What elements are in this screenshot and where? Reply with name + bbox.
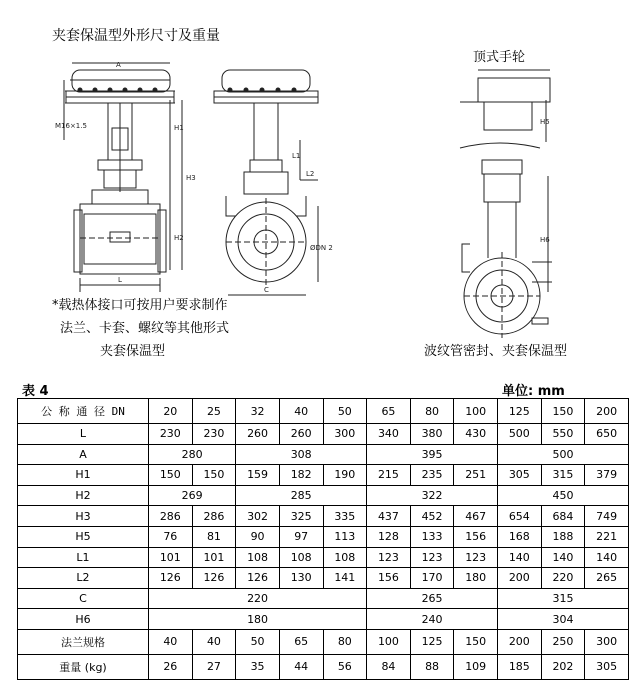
row-label: H2 — [18, 485, 149, 506]
row-label: H5 — [18, 526, 149, 547]
table-cell: 156 — [367, 568, 411, 589]
table-cell: 305 — [498, 465, 542, 486]
table-cell: 150 — [454, 629, 498, 654]
table-cell: 500 — [498, 444, 629, 465]
table-cell: 56 — [323, 654, 367, 679]
table-cell: 286 — [192, 506, 236, 527]
table-cell: 140 — [541, 547, 585, 568]
table-cell: 251 — [454, 465, 498, 486]
table-row — [18, 526, 629, 547]
dn-header-cell: 65 — [367, 399, 411, 424]
table-row — [18, 609, 629, 630]
table-cell: 76 — [149, 526, 193, 547]
table-cell: 126 — [149, 568, 193, 589]
dim-l1-label: L1 — [292, 152, 301, 160]
table-cell: 185 — [498, 654, 542, 679]
table-cell: 150 — [192, 465, 236, 486]
dim-m16-label: M16×1.5 — [55, 122, 87, 130]
table-cell: 109 — [454, 654, 498, 679]
drawing-note-line2: 法兰、卡套、螺纹等其他形式 — [60, 321, 230, 336]
table-cell: 170 — [410, 568, 454, 589]
table-row — [18, 629, 629, 654]
dim-h3-label: H3 — [186, 174, 196, 182]
table-cell: 188 — [541, 526, 585, 547]
table-row — [18, 547, 629, 568]
row-label: L — [18, 424, 149, 445]
dn-header-cell: 80 — [410, 399, 454, 424]
table-cell: 220 — [149, 588, 367, 609]
table-cell: 749 — [585, 506, 629, 527]
table-cell: 123 — [410, 547, 454, 568]
table-label: 表 4 — [22, 384, 49, 399]
table-cell: 123 — [454, 547, 498, 568]
table-cell: 304 — [498, 609, 629, 630]
table-cell: 250 — [541, 629, 585, 654]
table-cell: 150 — [149, 465, 193, 486]
table-cell: 100 — [367, 629, 411, 654]
bellows-view — [462, 160, 552, 338]
table-cell: 108 — [236, 547, 280, 568]
dim-a-label: A — [116, 61, 121, 69]
table-cell: 159 — [236, 465, 280, 486]
table-header-row — [18, 399, 629, 424]
table-cell: 260 — [279, 424, 323, 445]
dn-header-cell: 125 — [498, 399, 542, 424]
table-cell: 265 — [367, 588, 498, 609]
table-cell: 230 — [149, 424, 193, 445]
table-cell: 84 — [367, 654, 411, 679]
table-row — [18, 568, 629, 589]
table-cell: 380 — [410, 424, 454, 445]
table-cell: 113 — [323, 526, 367, 547]
dim-dn-label: ØDN 2 — [310, 244, 333, 252]
table-row — [18, 465, 629, 486]
table-cell: 90 — [236, 526, 280, 547]
table-row — [18, 506, 629, 527]
table-cell: 280 — [149, 444, 236, 465]
table-cell: 180 — [149, 609, 367, 630]
table-cell: 202 — [541, 654, 585, 679]
table-cell: 44 — [279, 654, 323, 679]
table-cell: 286 — [149, 506, 193, 527]
table-cell: 26 — [149, 654, 193, 679]
table-cell: 80 — [323, 629, 367, 654]
row-label: H6 — [18, 609, 149, 630]
table-cell: 200 — [498, 568, 542, 589]
table-cell: 220 — [541, 568, 585, 589]
table-cell: 300 — [323, 424, 367, 445]
table-cell: 101 — [192, 547, 236, 568]
table-cell: 452 — [410, 506, 454, 527]
row-label: 重量 (kg) — [18, 654, 149, 679]
table-cell: 430 — [454, 424, 498, 445]
bellows-caption: 波纹管密封、夹套保温型 — [424, 344, 568, 359]
table-cell: 97 — [279, 526, 323, 547]
table-cell: 130 — [279, 568, 323, 589]
table-cell: 235 — [410, 465, 454, 486]
row-label: L1 — [18, 547, 149, 568]
table-cell: 126 — [236, 568, 280, 589]
table-cell: 108 — [279, 547, 323, 568]
table-cell: 221 — [585, 526, 629, 547]
dn-header-cell: 20 — [149, 399, 193, 424]
table-cell: 315 — [541, 465, 585, 486]
table-cell: 180 — [454, 568, 498, 589]
dn-header-cell: 40 — [279, 399, 323, 424]
table-cell: 305 — [585, 654, 629, 679]
dim-h1-label: H1 — [174, 124, 184, 132]
row-label: 公 称 通 径 DN — [18, 399, 149, 424]
table-cell: 450 — [498, 485, 629, 506]
table-cell: 182 — [279, 465, 323, 486]
dim-l-label: L — [118, 276, 122, 284]
spec-table-body — [18, 399, 629, 680]
drawing-note-line3: 夹套保温型 — [100, 344, 166, 359]
table-cell: 40 — [149, 629, 193, 654]
table-cell: 126 — [192, 568, 236, 589]
row-label: H3 — [18, 506, 149, 527]
dim-l2-label: L2 — [306, 170, 315, 178]
table-cell: 315 — [498, 588, 629, 609]
drawing-note-line1: *载热体接口可按用户要求制作 — [52, 298, 228, 313]
table-cell: 123 — [367, 547, 411, 568]
table-row — [18, 444, 629, 465]
row-label: C — [18, 588, 149, 609]
handwheel-view — [460, 70, 550, 148]
table-cell: 156 — [454, 526, 498, 547]
table-cell: 335 — [323, 506, 367, 527]
table-row — [18, 654, 629, 679]
row-label: L2 — [18, 568, 149, 589]
table-cell: 467 — [454, 506, 498, 527]
table-cell: 500 — [498, 424, 542, 445]
table-cell: 285 — [236, 485, 367, 506]
table-cell: 140 — [498, 547, 542, 568]
table-row — [18, 424, 629, 445]
table-cell: 300 — [585, 629, 629, 654]
table-cell: 269 — [149, 485, 236, 506]
table-unit: 单位: mm — [502, 384, 565, 399]
table-cell: 260 — [236, 424, 280, 445]
side-view — [214, 70, 318, 295]
table-cell: 654 — [498, 506, 542, 527]
table-cell: 168 — [498, 526, 542, 547]
dim-h5-label: H5 — [540, 118, 550, 126]
table-cell: 322 — [367, 485, 498, 506]
row-label: A — [18, 444, 149, 465]
table-cell: 308 — [236, 444, 367, 465]
table-cell: 81 — [192, 526, 236, 547]
dn-header-cell: 200 — [585, 399, 629, 424]
table-cell: 240 — [367, 609, 498, 630]
table-cell: 141 — [323, 568, 367, 589]
handwheel-caption: 顶式手轮 — [473, 50, 526, 65]
table-cell: 40 — [192, 629, 236, 654]
table-cell: 125 — [410, 629, 454, 654]
dim-h2-label: H2 — [174, 234, 184, 242]
dim-h6-label: H6 — [540, 236, 550, 244]
table-cell: 265 — [585, 568, 629, 589]
table-cell: 200 — [498, 629, 542, 654]
table-cell: 437 — [367, 506, 411, 527]
dn-header-cell: 25 — [192, 399, 236, 424]
table-cell: 650 — [585, 424, 629, 445]
table-cell: 302 — [236, 506, 280, 527]
table-cell: 50 — [236, 629, 280, 654]
dn-header-cell: 50 — [323, 399, 367, 424]
dim-c-label: C — [264, 286, 269, 294]
table-cell: 684 — [541, 506, 585, 527]
row-label: H1 — [18, 465, 149, 486]
front-view — [64, 63, 182, 292]
dn-header-cell: 100 — [454, 399, 498, 424]
table-cell: 550 — [541, 424, 585, 445]
dn-header-cell: 150 — [541, 399, 585, 424]
table-cell: 101 — [149, 547, 193, 568]
table-cell: 35 — [236, 654, 280, 679]
spec-table — [17, 398, 629, 680]
table-row — [18, 485, 629, 506]
table-cell: 340 — [367, 424, 411, 445]
table-cell: 230 — [192, 424, 236, 445]
table-row — [18, 588, 629, 609]
drawing-title: 夹套保温型外形尺寸及重量 — [52, 28, 220, 44]
table-cell: 379 — [585, 465, 629, 486]
table-cell: 133 — [410, 526, 454, 547]
table-cell: 65 — [279, 629, 323, 654]
table-cell: 190 — [323, 465, 367, 486]
row-label: 法兰规格 — [18, 629, 149, 654]
table-cell: 128 — [367, 526, 411, 547]
table-cell: 108 — [323, 547, 367, 568]
table-cell: 140 — [585, 547, 629, 568]
table-cell: 325 — [279, 506, 323, 527]
table-cell: 27 — [192, 654, 236, 679]
table-cell: 395 — [367, 444, 498, 465]
dn-header-cell: 32 — [236, 399, 280, 424]
table-cell: 88 — [410, 654, 454, 679]
table-cell: 215 — [367, 465, 411, 486]
